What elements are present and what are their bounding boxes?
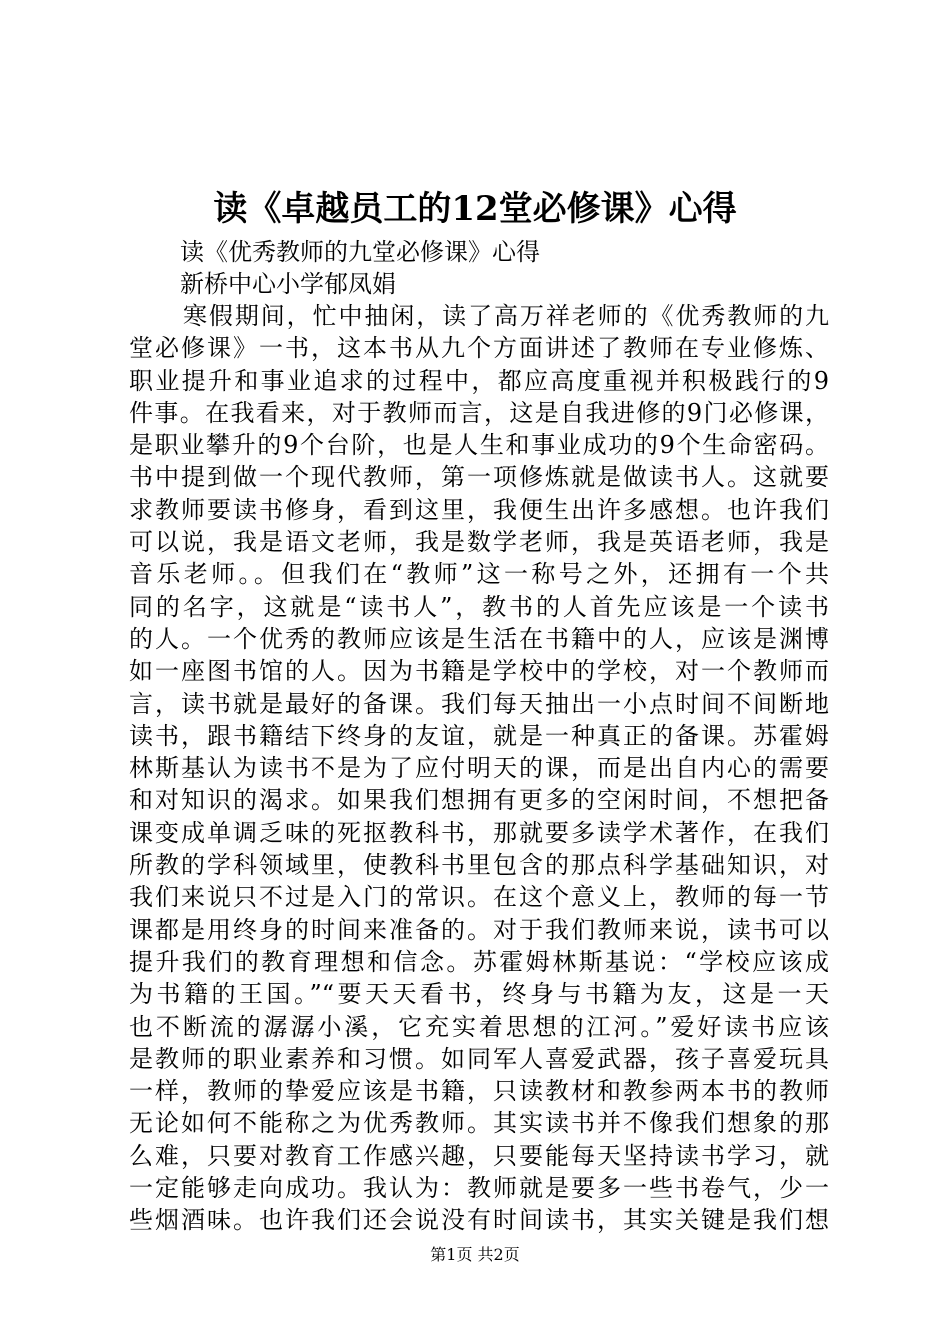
body-line: 么难，只要对教育工作感兴趣，只要能每天坚持读书学习，就 — [129, 1141, 829, 1170]
body-line: 所教的学科领域里，使教科书里包含的那点科学基础知识，对 — [129, 851, 829, 880]
document-title: 读《卓越员工的12堂必修课》心得 — [213, 189, 737, 229]
body-line: 课变成单调乏味的死抠教科书，那就要多读学术著作，在我们 — [129, 818, 829, 847]
body-line: 我们来说只不过是入门的常识。在这个意义上，教师的每一节 — [129, 883, 829, 912]
body-line: 一样，教师的挚爱应该是书籍，只读教材和教参两本书的教师 — [129, 1077, 829, 1106]
document-subtitle: 读《优秀教师的九堂必修课》心得 — [180, 238, 540, 266]
body-line: 职业提升和事业追求的过程中，都应高度重视并积极践行的9 — [129, 366, 829, 395]
body-line: 件事。在我看来，对于教师而言，这是自我进修的9门必修课， — [129, 398, 829, 427]
body-line: 也不断流的潺潺小溪，它充实着思想的江河。”爱好读书应该 — [129, 1012, 829, 1041]
body-line: 林斯基认为读书不是为了应付明天的课，而是出自内心的需要 — [129, 754, 829, 783]
body-line: 堂必修课》一书，这本书从九个方面讲述了教师在专业修炼、 — [129, 334, 829, 363]
body-line: 是职业攀升的9个台阶，也是人生和事业成功的9个生命密码。 — [129, 431, 829, 460]
body-line: 书中提到做一个现代教师，第一项修炼就是做读书人。这就要 — [129, 463, 829, 492]
body-line: 如一座图书馆的人。因为书籍是学校中的学校，对一个教师而 — [129, 657, 829, 686]
body-line: 和对知识的渴求。如果我们想拥有更多的空闲时间，不想把备 — [129, 786, 829, 815]
body-line: 提升我们的教育理想和信念。苏霍姆林斯基说：“学校应该成 — [129, 947, 829, 976]
page-footer: 第1页 共2页 — [430, 1245, 520, 1264]
body-line: 可以说，我是语文老师，我是数学老师，我是英语老师，我是 — [129, 528, 829, 557]
body-line: 音乐老师。。但我们在“教师”这一称号之外，还拥有一个共 — [129, 560, 829, 589]
body-line: 同的名字，这就是“读书人”，教书的人首先应该是一个读书 — [129, 592, 829, 621]
body-line: 些烟酒味。也许我们还会说没有时间读书，其实关键是我们想 — [129, 1206, 829, 1235]
body-line: 课都是用终身的时间来准备的。对于我们教师来说，读书可以 — [129, 915, 829, 944]
body-line: 的人。一个优秀的教师应该是生活在书籍中的人，应该是渊博 — [129, 624, 829, 653]
document-author: 新桥中心小学郁凤娟 — [180, 270, 396, 298]
body-line: 是教师的职业素养和习惯。如同军人喜爱武器，孩子喜爱玩具 — [129, 1044, 829, 1073]
document-body — [129, 300, 829, 1237]
body-line: 求教师要读书修身，看到这里，我便生出许多感想。也许我们 — [129, 495, 829, 524]
body-line: 一定能够走向成功。我认为：教师就是要多一些书卷气，少一 — [129, 1174, 829, 1203]
body-line: 寒假期间，忙中抽闲，读了高万祥老师的《优秀教师的九 — [183, 302, 829, 330]
body-line: 为书籍的王国。”“要天天看书，终身与书籍为友，这是一天 — [129, 980, 829, 1009]
body-line: 无论如何不能称之为优秀教师。其实读书并不像我们想象的那 — [129, 1109, 829, 1138]
body-line: 言，读书就是最好的备课。我们每天抽出一小点时间不间断地 — [129, 689, 829, 718]
body-line: 读书，跟书籍结下终身的友谊，就是一种真正的备课。苏霍姆 — [129, 721, 829, 750]
